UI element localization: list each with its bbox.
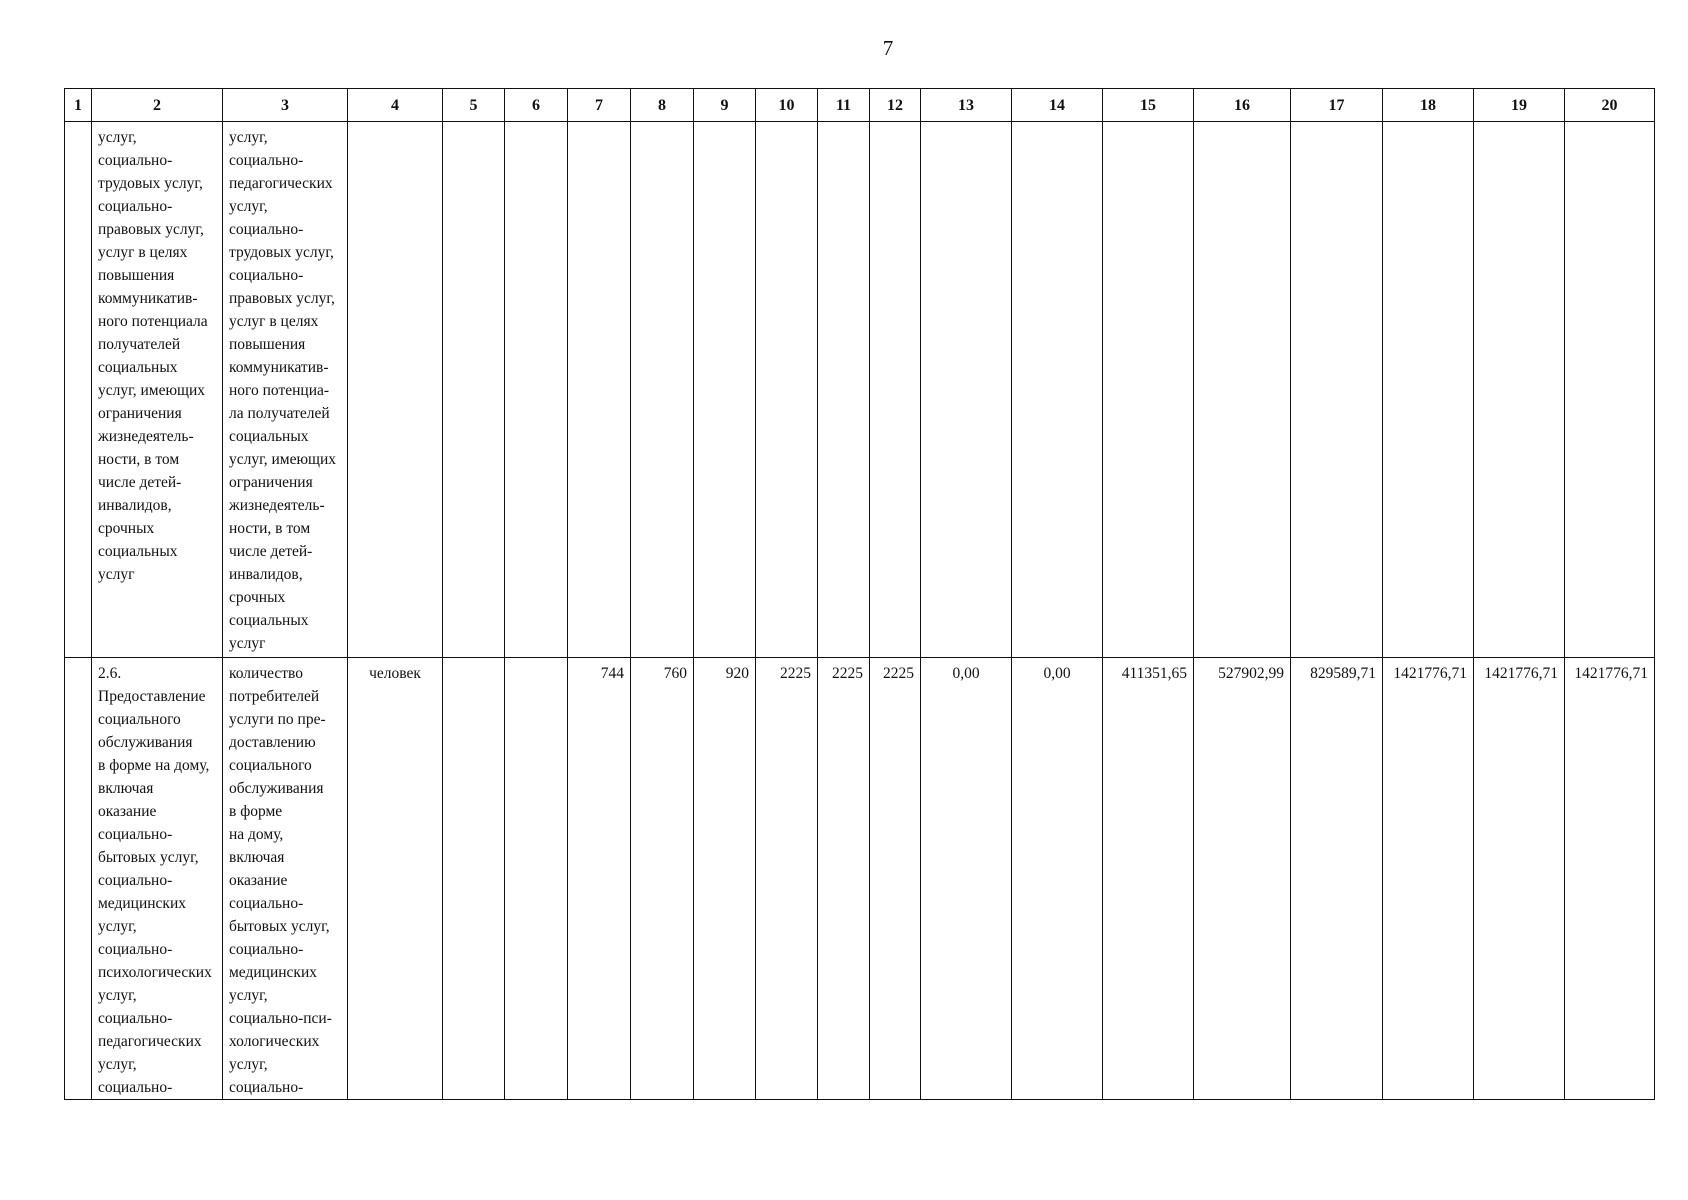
table-cell — [1565, 122, 1655, 658]
value-cell — [818, 658, 870, 1100]
cell-text: 829589,71 — [1310, 665, 1376, 682]
cell-text — [1474, 122, 1564, 126]
cell-text — [1565, 122, 1654, 126]
table-cell — [1103, 122, 1194, 658]
value-cell — [1103, 658, 1194, 1100]
cell-text: 0,00 — [1043, 665, 1071, 682]
cell-text — [443, 122, 504, 126]
cell-text: услуг, социально- трудовых услуг, социально- правовых услуг, услуг в целях повышения коммуникатив- ного потенциала получателей социальных услуг, имеющих ограничения жизнедеятель- ности, в том числе детей- инвалидов, срочных социальных услуг — [98, 129, 208, 583]
value-cell — [1565, 658, 1655, 1100]
unit-cell — [348, 658, 443, 1100]
cell-text: человек — [369, 665, 421, 682]
table-row — [65, 122, 1655, 658]
cell-text: 744 — [600, 665, 624, 682]
value-cell — [1012, 658, 1103, 1100]
cell-text — [65, 658, 91, 662]
cell-text — [870, 122, 920, 126]
table-cell — [65, 658, 92, 1100]
indicator-name-cell — [223, 122, 348, 658]
column-header: 3 — [223, 89, 348, 122]
cell-text: 1421776,71 — [1393, 665, 1467, 682]
table-cell — [505, 658, 568, 1100]
value-cell — [756, 658, 818, 1100]
column-header: 18 — [1383, 89, 1474, 122]
table-cell — [1291, 122, 1383, 658]
column-header: 7 — [568, 89, 631, 122]
cell-text — [443, 658, 504, 662]
column-header: 14 — [1012, 89, 1103, 122]
value-cell — [870, 658, 921, 1100]
cell-text: 2225 — [883, 665, 914, 682]
column-number-row — [65, 89, 1655, 122]
cell-text: 527902,99 — [1218, 665, 1284, 682]
table-cell — [443, 122, 505, 658]
cell-text — [1291, 122, 1382, 126]
service-description-cell — [92, 658, 223, 1100]
table-cell — [348, 122, 443, 658]
table-cell — [443, 658, 505, 1100]
column-header: 1 — [65, 89, 92, 122]
column-header: 5 — [443, 89, 505, 122]
cell-text: 760 — [663, 665, 687, 682]
indicator-name-cell — [223, 658, 348, 1100]
column-header: 8 — [631, 89, 694, 122]
column-header: 13 — [921, 89, 1012, 122]
service-description-cell — [92, 122, 223, 658]
table-cell — [756, 122, 818, 658]
table-row — [65, 658, 1655, 1100]
cell-text: 1421776,71 — [1574, 665, 1648, 682]
cell-text — [921, 122, 1011, 126]
table-cell — [694, 122, 756, 658]
column-header: 2 — [92, 89, 223, 122]
table-cell — [1194, 122, 1291, 658]
table-cell — [1012, 122, 1103, 658]
value-cell — [1474, 658, 1565, 1100]
table-cell — [818, 122, 870, 658]
cell-text — [1103, 122, 1193, 126]
column-header: 15 — [1103, 89, 1194, 122]
cell-text — [631, 122, 693, 126]
value-cell — [631, 658, 694, 1100]
cell-text: 1421776,71 — [1484, 665, 1558, 682]
cell-text: 2225 — [780, 665, 811, 682]
cell-text — [1383, 122, 1473, 126]
cell-text — [694, 122, 755, 126]
table-cell — [505, 122, 568, 658]
column-header: 17 — [1291, 89, 1383, 122]
cell-text — [1194, 122, 1290, 126]
table-cell — [1474, 122, 1565, 658]
value-cell — [568, 658, 631, 1100]
column-header: 20 — [1565, 89, 1655, 122]
table-cell — [1383, 122, 1474, 658]
table-cell — [65, 122, 92, 658]
cell-text: 2225 — [832, 665, 863, 682]
value-cell — [1194, 658, 1291, 1100]
cell-text: 920 — [725, 665, 749, 682]
table-cell — [870, 122, 921, 658]
value-cell — [1383, 658, 1474, 1100]
cell-text: 411351,65 — [1121, 665, 1187, 682]
cell-text: количество потребителей услуги по пре- доставлению социального обслуживания в форме на дому, включая оказание социально- бытовых услуг, социально- медицинских услуг, социально-пси- хологических услуг, социально- — [229, 665, 332, 1096]
cell-text — [65, 122, 91, 126]
column-header: 12 — [870, 89, 921, 122]
column-header: 9 — [694, 89, 756, 122]
column-header: 11 — [818, 89, 870, 122]
value-cell — [1291, 658, 1383, 1100]
cell-text — [348, 122, 442, 126]
cell-text — [1012, 122, 1102, 126]
page-number: 7 — [882, 36, 894, 60]
cell-text: 0,00 — [952, 665, 980, 682]
cell-text — [505, 122, 567, 126]
value-cell — [694, 658, 756, 1100]
cell-text: 2.6. Предоставление социального обслуживания в форме на дому, включая оказание социально- бытовых услуг, социально- медицинских услуг, социально- психологических услуг, социально- педагогических услуг, социально- — [98, 665, 212, 1096]
cell-text — [818, 122, 869, 126]
table-cell — [921, 122, 1012, 658]
value-cell — [921, 658, 1012, 1100]
cell-text: услуг, социально- педагогических услуг, социально- трудовых услуг, социально- правовых услуг, услуг в целях повышения коммуникатив- ного потенциа- ла получателей социальных услуг, имеющих ограничения жизнедеятель- ности, в том числе детей- инвалидов, срочных социальных услуг — [229, 129, 337, 652]
data-table — [64, 88, 1655, 1100]
cell-text — [568, 122, 630, 126]
table-cell — [631, 122, 694, 658]
cell-text — [505, 658, 567, 662]
cell-text — [756, 122, 817, 126]
table-cell — [568, 122, 631, 658]
column-header: 4 — [348, 89, 443, 122]
column-header: 6 — [505, 89, 568, 122]
column-header: 19 — [1474, 89, 1565, 122]
column-header: 16 — [1194, 89, 1291, 122]
column-header: 10 — [756, 89, 818, 122]
